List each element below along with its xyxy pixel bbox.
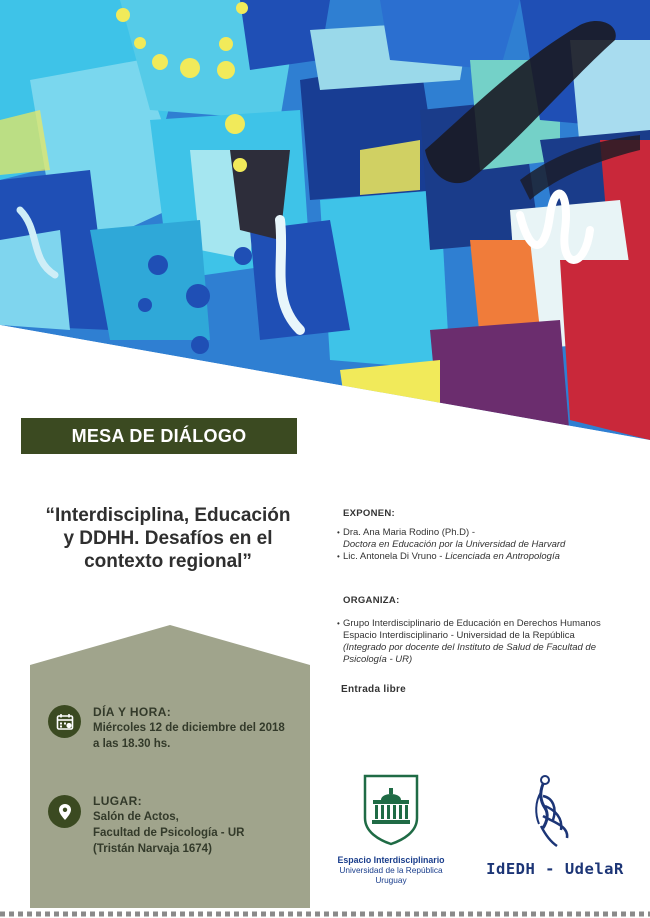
espacio-interdisciplinario-logo: [329, 772, 453, 885]
organizers-label: ORGANIZA:: [343, 595, 400, 606]
location-pin-icon: [48, 795, 81, 828]
date-text: Miércoles 12 de diciembre del 2018: [93, 722, 285, 734]
panel-background: [30, 625, 310, 908]
speaker-name: Lic. Antonela Di Vruno -: [343, 551, 443, 562]
date-location-panel: [30, 625, 310, 908]
location-line: (Tristán Narvaja 1674): [93, 843, 212, 855]
location-block: [93, 793, 244, 857]
idedh-spiral-icon: [483, 772, 627, 856]
event-title-line: “Interdisciplina, Educación: [45, 505, 291, 526]
speaker-item: [337, 527, 637, 551]
calendar-icon: [48, 705, 81, 738]
location-line: Facultad de Psicología - UR: [93, 827, 245, 839]
date-time-block: [93, 704, 285, 752]
speaker-name: Dra. Ana Maria Rodino (Ph.D) -: [343, 527, 475, 538]
speakers-list: [337, 527, 637, 563]
espacio-logo-subtitle: Universidad de la República: [339, 865, 443, 875]
speaker-item: [337, 551, 637, 563]
espacio-logo-title: Espacio Interdisciplinario: [337, 855, 445, 865]
espacio-logo-country: Uruguay: [375, 875, 407, 885]
speaker-role: Licenciada en Antropología: [445, 551, 560, 562]
organizer-item: [337, 618, 637, 666]
organizer-line: • Grupo Interdisciplinario de Educación en Derechos Humanos: [343, 618, 601, 629]
event-title-line: y DDHH. Desafíos en el: [63, 528, 273, 549]
free-entry-label: Entrada libre: [341, 684, 407, 695]
event-title: [30, 504, 306, 573]
mesa-de-dialogo-banner: MESA DE DIÁLOGO: [21, 418, 297, 454]
organizer-note: (Integrado por docente del Instituto de Salud de Facultad de: [343, 642, 596, 653]
bottom-dashed-border: [0, 910, 650, 918]
organizer-line: Espacio Interdisciplinario - Universidad de la República: [343, 630, 575, 641]
organizers-list: [337, 618, 637, 666]
udelar-shield-icon: [361, 772, 421, 846]
idedh-udelar-logo: [483, 772, 627, 884]
speaker-role: Doctora en Educación por la Universidad de Harvard: [343, 539, 566, 550]
details-column: [337, 508, 637, 695]
speakers-label: EXPONEN:: [343, 508, 396, 519]
event-title-line: contexto regional”: [84, 551, 252, 572]
time-text: a las 18.30 hs.: [93, 738, 171, 750]
location-heading: LUGAR:: [93, 794, 143, 808]
date-time-heading: DÍA Y HORA:: [93, 705, 172, 719]
idedh-wordmark: IdEDH - UdelaR: [486, 860, 624, 878]
location-line: Salón de Actos,: [93, 811, 179, 823]
organizer-note: Psicología - UR): [343, 654, 413, 665]
abstract-artwork-header: [0, 0, 650, 440]
